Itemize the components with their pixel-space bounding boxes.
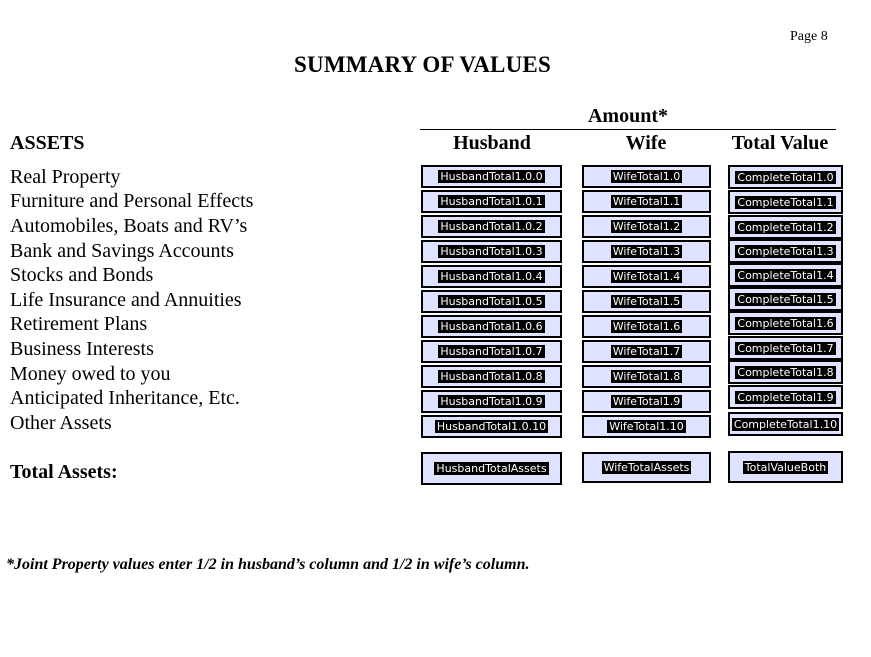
field-name: CompleteTotal1.4 — [737, 268, 834, 282]
field-name: HusbandTotal1.0.8 — [440, 370, 543, 383]
row-label-life-insurance: Life Insurance and Annuities — [10, 289, 242, 311]
wife-field-bank-accounts[interactable] — [582, 240, 711, 263]
field-name: HusbandTotal1.0.5 — [440, 295, 543, 308]
husband-field-bank-accounts[interactable] — [421, 240, 562, 263]
field-name: CompleteTotal1.9 — [737, 390, 834, 404]
wife-field-money-owed[interactable] — [582, 365, 711, 388]
field-name: HusbandTotal1.0.4 — [440, 270, 543, 283]
wife-field-real-property[interactable] — [582, 165, 711, 188]
wife-field-stocks-bonds[interactable] — [582, 265, 711, 288]
amount-header: Amount* — [587, 105, 668, 127]
row-label-stocks-bonds: Stocks and Bonds — [10, 264, 154, 286]
husband-total-assets-field[interactable] — [421, 452, 562, 485]
total-column-header: Total Value — [731, 132, 829, 154]
field-name: HusbandTotal1.0.1 — [440, 195, 543, 208]
total-field-stocks-bonds[interactable] — [728, 263, 843, 287]
field-name: CompleteTotal1.1 — [737, 195, 834, 209]
row-label-automobiles: Automobiles, Boats and RV’s — [10, 215, 248, 237]
field-name: HusbandTotal1.0.6 — [440, 320, 543, 333]
field-name: HusbandTotal1.0.9 — [440, 395, 543, 408]
field-name: WifeTotalAssets — [603, 461, 690, 474]
total-field-business[interactable] — [728, 336, 843, 360]
field-name: CompleteTotal1.3 — [737, 244, 834, 258]
husband-field-real-property[interactable] — [421, 165, 562, 188]
amount-divider — [420, 129, 836, 130]
husband-column-header: Husband — [453, 132, 531, 154]
field-name: WifeTotal1.2 — [612, 220, 681, 233]
field-name: CompleteTotal1.2 — [737, 220, 834, 234]
field-name: HusbandTotal1.0.3 — [440, 245, 543, 258]
assets-header: ASSETS — [10, 132, 85, 154]
row-label-furniture: Furniture and Personal Effects — [10, 190, 254, 212]
field-name: HusbandTotalAssets — [436, 462, 547, 475]
row-label-bank-accounts: Bank and Savings Accounts — [10, 240, 234, 262]
page-title: SUMMARY OF VALUES — [294, 52, 551, 77]
row-label-business: Business Interests — [10, 338, 154, 360]
row-label-money-owed: Money owed to you — [10, 363, 171, 385]
husband-field-business[interactable] — [421, 340, 562, 363]
wife-field-furniture[interactable] — [582, 190, 711, 213]
total-field-life-insurance[interactable] — [728, 287, 843, 311]
field-name: HusbandTotal1.0.7 — [440, 345, 543, 358]
row-label-real-property: Real Property — [10, 166, 121, 188]
footnote: *Joint Property values enter 1/2 in husband’s column and 1/2 in wife’s column. — [6, 556, 530, 573]
total-field-money-owed[interactable] — [728, 360, 843, 384]
husband-field-other-assets[interactable] — [421, 415, 562, 438]
field-name: CompleteTotal1.7 — [737, 341, 834, 355]
field-name: WifeTotal1.0 — [612, 170, 681, 183]
field-name: WifeTotal1.1 — [612, 195, 681, 208]
wife-field-retirement[interactable] — [582, 315, 711, 338]
total-field-furniture[interactable] — [728, 190, 843, 214]
field-name: WifeTotal1.7 — [612, 345, 681, 358]
field-name: HusbandTotal1.0.2 — [440, 220, 543, 233]
field-name: WifeTotal1.8 — [612, 370, 681, 383]
total-field-inheritance[interactable] — [728, 385, 843, 409]
total-assets-label: Total Assets: — [10, 461, 118, 483]
field-name: CompleteTotal1.6 — [737, 316, 834, 330]
field-name: CompleteTotal1.8 — [737, 365, 834, 379]
total-field-retirement[interactable] — [728, 311, 843, 335]
wife-field-other-assets[interactable] — [582, 415, 711, 438]
wife-column-header: Wife — [625, 132, 667, 154]
field-name: WifeTotal1.9 — [612, 395, 681, 408]
field-name: CompleteTotal1.5 — [737, 292, 834, 306]
wife-field-life-insurance[interactable] — [582, 290, 711, 313]
wife-field-inheritance[interactable] — [582, 390, 711, 413]
husband-field-retirement[interactable] — [421, 315, 562, 338]
row-label-other-assets: Other Assets — [10, 412, 112, 434]
field-name: WifeTotal1.4 — [612, 270, 681, 283]
field-name: WifeTotal1.3 — [612, 245, 681, 258]
field-name: WifeTotal1.6 — [612, 320, 681, 333]
field-name: WifeTotal1.10 — [609, 420, 684, 433]
field-name: HusbandTotal1.0.10 — [436, 420, 547, 433]
field-name: CompleteTotal1.0 — [737, 170, 834, 184]
wife-total-assets-field[interactable] — [582, 452, 711, 483]
husband-field-money-owed[interactable] — [421, 365, 562, 388]
total-field-real-property[interactable] — [728, 165, 843, 189]
row-label-retirement: Retirement Plans — [10, 313, 148, 335]
husband-field-inheritance[interactable] — [421, 390, 562, 413]
total-value-both-field[interactable] — [728, 451, 843, 483]
field-name: CompleteTotal1.10 — [733, 417, 838, 431]
page-number: Page 8 — [790, 29, 828, 44]
husband-field-stocks-bonds[interactable] — [421, 265, 562, 288]
row-label-inheritance: Anticipated Inheritance, Etc. — [10, 387, 240, 409]
field-name: HusbandTotal1.0.0 — [440, 170, 543, 183]
total-field-automobiles[interactable] — [728, 215, 843, 239]
field-name: TotalValueBoth — [744, 460, 827, 474]
husband-field-life-insurance[interactable] — [421, 290, 562, 313]
wife-field-business[interactable] — [582, 340, 711, 363]
total-field-bank-accounts[interactable] — [728, 239, 843, 263]
husband-field-furniture[interactable] — [421, 190, 562, 213]
field-name: WifeTotal1.5 — [612, 295, 681, 308]
total-field-other-assets[interactable] — [728, 412, 843, 436]
husband-field-automobiles[interactable] — [421, 215, 562, 238]
wife-field-automobiles[interactable] — [582, 215, 711, 238]
